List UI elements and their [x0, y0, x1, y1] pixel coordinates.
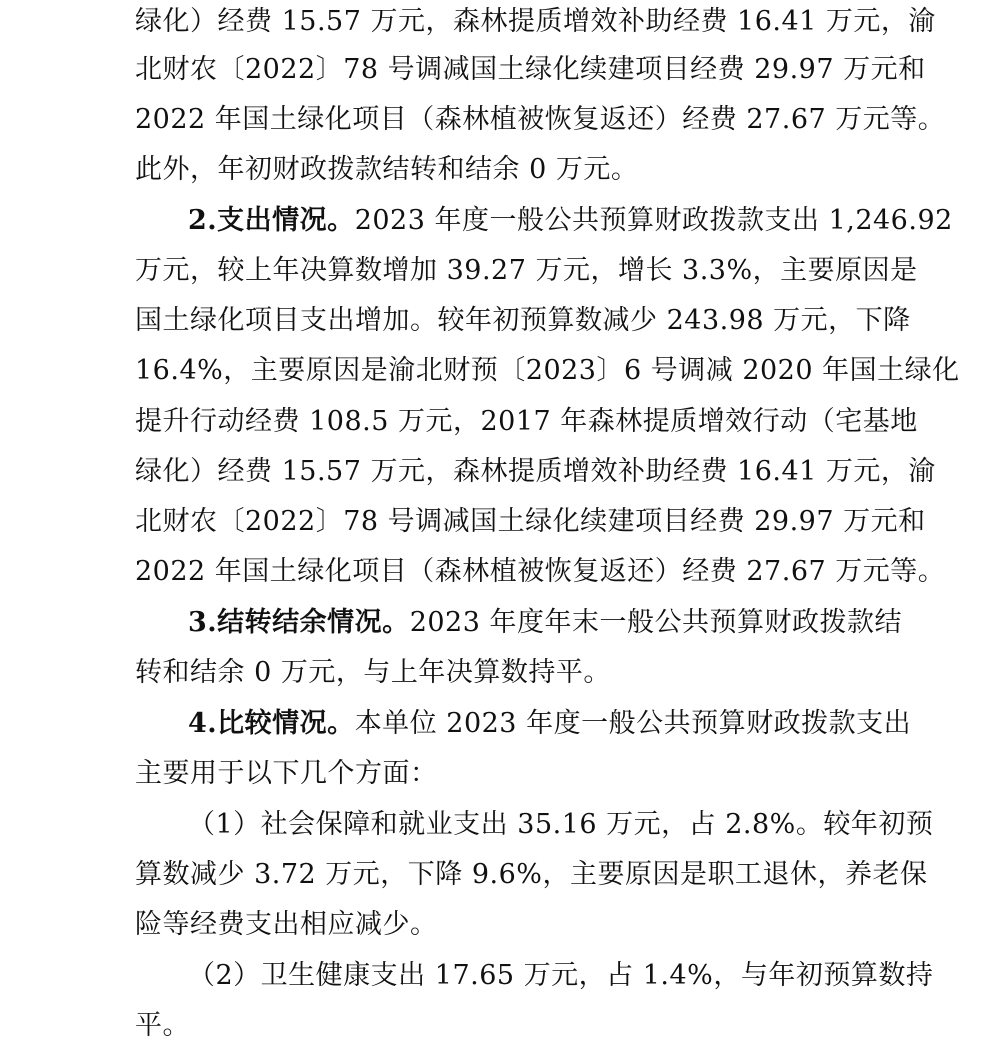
paragraph-line: 2022 年国土绿化项目（森林植被恢复返还）经费 27.67 万元等。 — [135, 556, 946, 587]
paragraph-line: 算数减少 3.72 万元，下降 9.6%，主要原因是职工退休，养老保 — [135, 859, 928, 890]
paragraph-line: 此外，年初财政拨款结转和结余 0 万元。 — [135, 154, 639, 185]
paragraph-line: 主要用于以下几个方面： — [135, 758, 438, 789]
section-heading: 2.支出情况。 — [188, 205, 355, 236]
paragraph-line: 北财农〔2022〕78 号调减国土绿化续建项目经费 29.97 万元和 — [135, 54, 926, 85]
paragraph-line: 2022 年国土绿化项目（森林植被恢复返还）经费 27.67 万元等。 — [135, 104, 946, 135]
section-heading: 3.结转结余情况。 — [188, 607, 410, 638]
paragraph-line: （2）卫生健康支出 17.65 万元，占 1.4%，与年初预算数持 — [188, 960, 934, 991]
paragraph-line: 北财农〔2022〕78 号调减国土绿化续建项目经费 29.97 万元和 — [135, 506, 926, 537]
section-heading-line: 3.结转结余情况。2023 年度年末一般公共预算财政拨款结 — [188, 607, 902, 638]
paragraph-line: 平。 — [135, 1010, 190, 1041]
section-heading-line: 4.比较情况。本单位 2023 年度一般公共预算财政拨款支出 — [188, 708, 912, 739]
paragraph-line: 险等经费支出相应减少。 — [135, 909, 438, 940]
section-heading-line: 2.支出情况。2023 年度一般公共预算财政拨款支出 1,246.92 — [188, 205, 953, 236]
paragraph-line: 转和结余 0 万元，与上年决算数持平。 — [135, 657, 611, 688]
paragraph-line: （1）社会保障和就业支出 35.16 万元，占 2.8%。较年初预 — [188, 809, 934, 840]
paragraph-line: 绿化）经费 15.57 万元，森林提质增效补助经费 16.41 万元，渝 — [135, 6, 936, 37]
paragraph-line: 16.4%，主要原因是渝北财预〔2023〕6 号调减 2020 年国土绿化 — [135, 355, 960, 386]
section-heading: 4.比较情况。 — [188, 708, 355, 739]
paragraph-line: 提升行动经费 108.5 万元，2017 年森林提质增效行动（宅基地 — [135, 406, 918, 437]
paragraph-line: 国土绿化项目支出增加。较年初预算数减少 243.98 万元，下降 — [135, 305, 911, 336]
paragraph-line: 万元，较上年决算数增加 39.27 万元，增长 3.3%，主要原因是 — [135, 255, 918, 286]
paragraph-line: 绿化）经费 15.57 万元，森林提质增效补助经费 16.41 万元，渝 — [135, 456, 936, 487]
